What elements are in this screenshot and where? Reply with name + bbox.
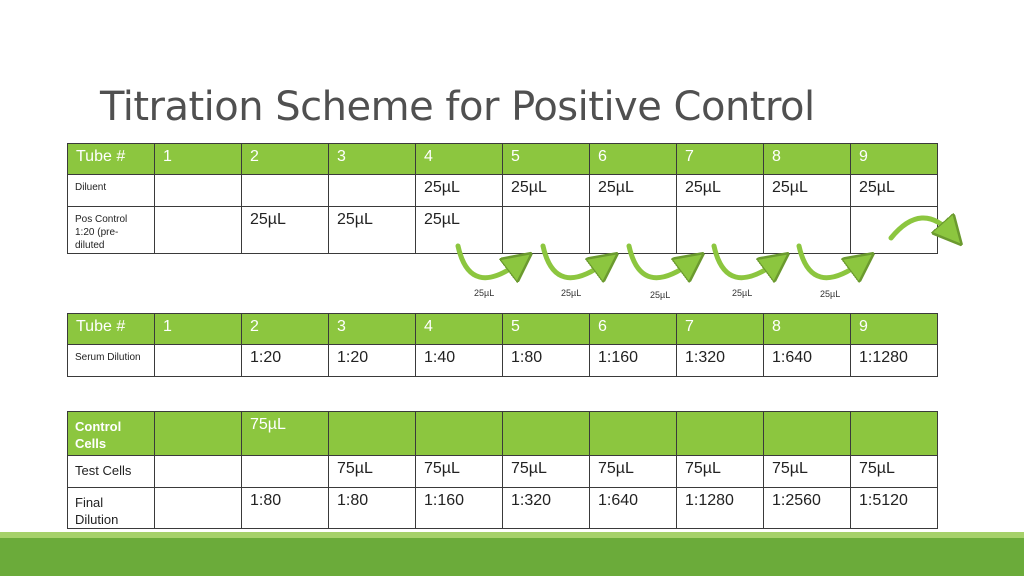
table-cell: 25µL xyxy=(416,175,503,207)
table-cell: 75µL xyxy=(677,456,764,488)
table-cell: 1:5120 xyxy=(851,488,938,529)
table-cell: 25µL xyxy=(503,175,590,207)
table-cell: 25µL xyxy=(590,175,677,207)
table-cell xyxy=(242,175,329,207)
table-cell: 25µL xyxy=(677,175,764,207)
table-cell xyxy=(677,207,764,254)
header-cell: Tube # xyxy=(68,144,155,175)
table-cell: 1:640 xyxy=(764,345,851,377)
table-row xyxy=(68,175,938,207)
header-cell xyxy=(329,412,416,456)
table-cell: 75µL xyxy=(329,456,416,488)
table-cell xyxy=(503,207,590,254)
table-header-row xyxy=(68,144,938,175)
header-cell xyxy=(503,412,590,456)
header-cell xyxy=(590,412,677,456)
header-cell: 7 xyxy=(677,314,764,345)
table-row xyxy=(68,456,938,488)
transfer-volume-label: 25µL xyxy=(561,288,582,298)
header-cell: 7 xyxy=(677,144,764,175)
header-cell xyxy=(764,412,851,456)
header-cell xyxy=(155,412,242,456)
table-header-row xyxy=(68,412,938,456)
tube-table-1 xyxy=(67,143,938,254)
row-label: Final Dilution xyxy=(68,488,155,529)
table-cell: 1:80 xyxy=(329,488,416,529)
header-cell xyxy=(851,412,938,456)
transfer-volume-label: 25µL xyxy=(474,288,495,298)
table-cell xyxy=(155,456,242,488)
table-cell: 1:1280 xyxy=(677,488,764,529)
table-cell: 25µL xyxy=(851,175,938,207)
header-cell: 5 xyxy=(503,144,590,175)
table-cell: 1:80 xyxy=(242,488,329,529)
table-cell: 1:160 xyxy=(590,345,677,377)
header-cell: 9 xyxy=(851,314,938,345)
header-cell: 8 xyxy=(764,144,851,175)
row-label: Serum Dilution xyxy=(68,345,155,377)
table-cell: 1:640 xyxy=(590,488,677,529)
header-cell xyxy=(416,412,503,456)
header-cell: 8 xyxy=(764,314,851,345)
row-label: Pos Control 1:20 (pre-diluted xyxy=(68,207,155,254)
table-cell: 75µL xyxy=(851,456,938,488)
table-row xyxy=(68,345,938,377)
table-cell xyxy=(155,207,242,254)
transfer-volume-label: 25µL xyxy=(732,288,753,298)
table-row xyxy=(68,488,938,529)
table-cell: 1:160 xyxy=(416,488,503,529)
table-cell xyxy=(155,488,242,529)
header-cell: 4 xyxy=(416,144,503,175)
table-cell xyxy=(242,456,329,488)
header-cell xyxy=(677,412,764,456)
header-cell: 4 xyxy=(416,314,503,345)
header-cell: 75µL xyxy=(242,412,329,456)
table-cell: 1:2560 xyxy=(764,488,851,529)
header-cell: 2 xyxy=(242,314,329,345)
table-cell xyxy=(590,207,677,254)
header-cell: Tube # xyxy=(68,314,155,345)
table-cell: 1:20 xyxy=(329,345,416,377)
table-header-row xyxy=(68,314,938,345)
table-cell xyxy=(764,207,851,254)
table-cell: 75µL xyxy=(590,456,677,488)
tube-table-2 xyxy=(67,313,938,377)
footer-bar xyxy=(0,538,1024,576)
header-cell: 1 xyxy=(155,144,242,175)
header-cell: 3 xyxy=(329,314,416,345)
header-cell: 1 xyxy=(155,314,242,345)
header-cell: 9 xyxy=(851,144,938,175)
table-cell: 25µL xyxy=(416,207,503,254)
row-label: Test Cells xyxy=(68,456,155,488)
table-cell xyxy=(155,345,242,377)
table-cell xyxy=(155,175,242,207)
transfer-volume-label: 25µL xyxy=(650,290,671,300)
table-cell: 75µL xyxy=(416,456,503,488)
table-cell: 1:40 xyxy=(416,345,503,377)
header-cell: Control Cells xyxy=(68,412,155,456)
row-label: Diluent xyxy=(68,175,155,207)
table-row xyxy=(68,207,938,254)
table-cell: 1:320 xyxy=(677,345,764,377)
header-cell: 6 xyxy=(590,144,677,175)
slide-title: Titration Scheme for Positive Control xyxy=(100,84,815,130)
table-cell: 1:80 xyxy=(503,345,590,377)
header-cell: 2 xyxy=(242,144,329,175)
table-cell xyxy=(851,207,938,254)
table-cell xyxy=(329,175,416,207)
header-cell: 6 xyxy=(590,314,677,345)
table-cell: 1:20 xyxy=(242,345,329,377)
table-cell: 25µL xyxy=(329,207,416,254)
table-cell: 25µL xyxy=(764,175,851,207)
table-cell: 1:320 xyxy=(503,488,590,529)
header-cell: 3 xyxy=(329,144,416,175)
table-cell: 25µL xyxy=(242,207,329,254)
cells-table xyxy=(67,411,938,529)
table-cell: 75µL xyxy=(764,456,851,488)
table-cell: 1:1280 xyxy=(851,345,938,377)
transfer-volume-label: 25µL xyxy=(820,289,841,299)
table-cell: 75µL xyxy=(503,456,590,488)
header-cell: 5 xyxy=(503,314,590,345)
